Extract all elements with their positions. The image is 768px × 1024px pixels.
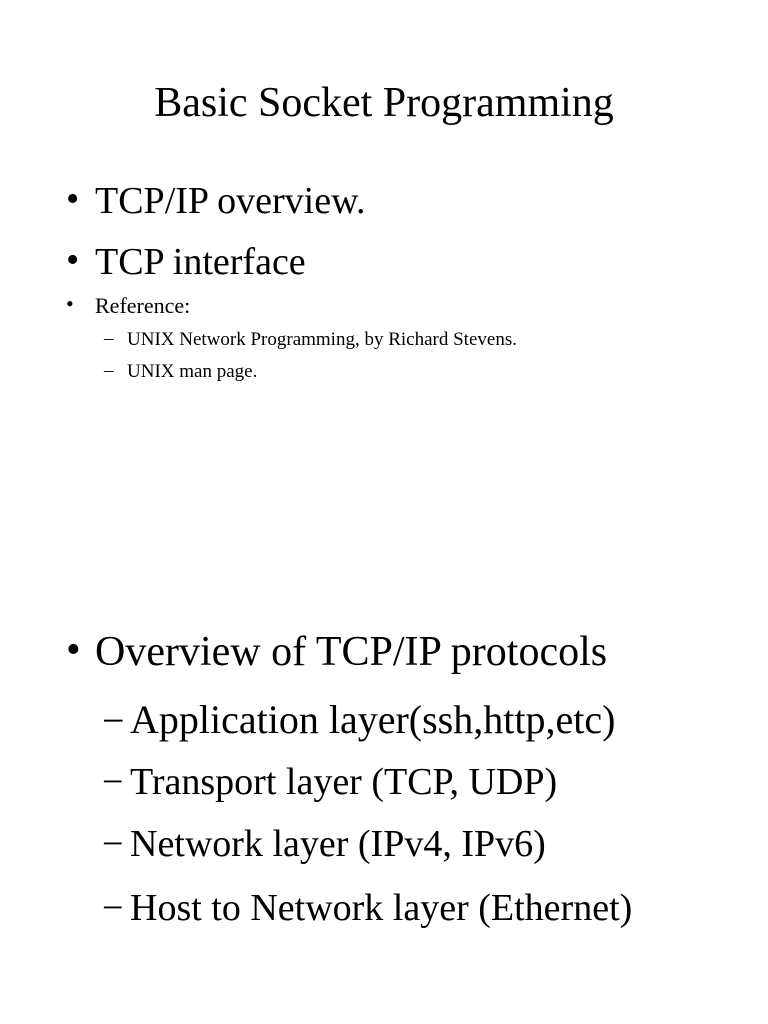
dash-marker: − [102,761,124,803]
reference-stevens: UNIX Network Programming, by Richard Stevens. [127,329,517,350]
bullet-marker: • [66,178,80,220]
bullet-marker: • [66,627,81,673]
layer-application: Application layer(ssh,http,etc) [130,697,616,742]
layer-transport: Transport layer (TCP, UDP) [130,761,558,803]
bullet-tcpip-overview: TCP/IP overview. [95,180,366,222]
dash-marker: – [104,328,114,349]
dash-marker: − [102,887,124,929]
layer-host-to-network: Host to Network layer (Ethernet) [130,887,633,929]
dash-marker: − [102,823,124,865]
heading-overview-protocols: Overview of TCP/IP protocols [95,629,608,675]
layer-network: Network layer (IPv4, IPv6) [130,823,546,865]
bullet-marker: • [66,239,80,281]
bullet-marker: • [66,291,74,316]
bullet-tcp-interface: TCP interface [95,241,306,283]
reference-man-page: UNIX man page. [127,361,258,382]
dash-marker: – [104,360,114,381]
dash-marker: − [102,698,125,743]
slide-title: Basic Socket Programming [154,80,614,126]
bullet-reference: Reference: [95,293,191,318]
